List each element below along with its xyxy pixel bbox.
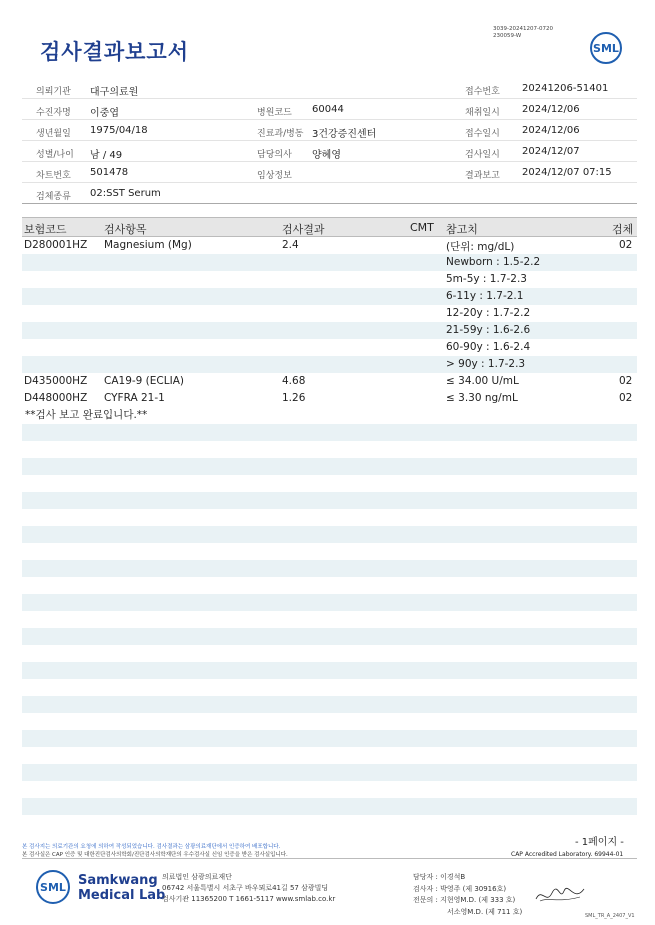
chart-value: 501478 <box>90 167 129 178</box>
receipt-no-label: 접수번호 <box>465 87 500 97</box>
report-date-value: 2024/12/07 07:15 <box>522 167 612 178</box>
cell-result: 2.4 <box>282 239 299 251</box>
cell-ref: 6-11y : 1.7-2.1 <box>446 290 524 302</box>
cell-result: 1.26 <box>282 392 306 404</box>
sex-age-value: 남 / 49 <box>90 150 123 161</box>
report-code <box>493 26 553 40</box>
cell-spec: 02 <box>619 392 633 404</box>
cell-ref: ≤ 3.30 ng/mL <box>446 392 518 404</box>
cell-ref: 5m-5y : 1.7-2.3 <box>446 273 527 285</box>
staff-line4: 서소영M.D. (제 711 호) <box>447 907 523 916</box>
row-stripe <box>22 798 637 815</box>
row-stripe <box>22 526 637 543</box>
dept-label: 진료과/병동 <box>257 129 304 139</box>
results-table-header <box>22 217 637 237</box>
table-row <box>22 322 637 339</box>
cap-accreditation: CAP Accredited Laboratory. 69944-01 <box>511 851 624 858</box>
info-row <box>22 163 637 183</box>
signature-image <box>534 883 586 907</box>
collect-date-value: 2024/12/06 <box>522 104 580 115</box>
table-row <box>22 373 637 390</box>
staff-line3: 전문의 : 지현영M.D. (제 333 호) <box>413 896 516 904</box>
report-code-line1: 3039-20241207-0720 <box>493 26 553 32</box>
row-stripe <box>22 424 637 441</box>
cell-item: CA19-9 (ECLIA) <box>104 375 184 387</box>
chart-label: 차트번호 <box>36 171 71 181</box>
dob-label: 생년월일 <box>36 129 71 139</box>
table-row <box>22 356 637 373</box>
cell-item: CYFRA 21-1 <box>104 392 165 404</box>
test-date-value: 2024/12/07 <box>522 146 580 157</box>
staff-block <box>413 872 522 918</box>
cell-ref: (단위: mg/dL) <box>446 241 515 253</box>
row-stripe <box>22 560 637 577</box>
col-item-header: 검사항목 <box>104 223 147 236</box>
col-result-header: 검사결과 <box>282 223 325 236</box>
cell-ref: ≤ 34.00 U/mL <box>446 375 519 387</box>
address-line3: 검사기관 11365200 T 1661-5117 www.smlab.co.kr <box>162 895 336 903</box>
report-title: 검사결과보고서 <box>40 40 190 64</box>
cell-ref: 21-59y : 1.6-2.6 <box>446 324 531 336</box>
receipt-no-value: 20241206-51401 <box>522 83 609 94</box>
info-row <box>22 184 637 204</box>
info-row <box>22 142 637 162</box>
cell-ref: 12-20y : 1.7-2.2 <box>446 307 531 319</box>
sml-logo: SML <box>590 32 622 64</box>
col-cmt-header: CMT <box>410 221 434 234</box>
client-label: 의뢰기관 <box>36 87 71 97</box>
receipt-date-label: 접수일시 <box>465 129 500 139</box>
completion-note-row <box>22 405 637 422</box>
cell-ref: 60-90y : 1.6-2.4 <box>446 341 531 353</box>
lab-address <box>162 872 335 905</box>
client-value: 대구의료원 <box>90 87 139 98</box>
table-row <box>22 254 637 271</box>
page-number: - 1페이지 - <box>575 837 624 848</box>
footer-note-2: 본 검사실은 CAP 인증 및 대한진단검사의학회/진단검사의학재단의 우수검사실 신임 인증을 받은 검사실입니다. <box>22 852 288 858</box>
form-code: SML_TR_A_2407_V1 <box>585 913 635 919</box>
cell-code: D280001HZ <box>24 239 88 251</box>
cell-code: D435000HZ <box>24 375 88 387</box>
sex-age-label: 성별/나이 <box>36 150 74 160</box>
cell-code: D448000HZ <box>24 392 88 404</box>
report-code-line2: 230059-W <box>493 33 522 39</box>
lab-name-line1: Samkwang <box>78 873 158 888</box>
cell-item: Magnesium (Mg) <box>104 239 192 251</box>
table-row <box>22 339 637 356</box>
table-row <box>22 305 637 322</box>
test-date-label: 검사일시 <box>465 150 500 160</box>
address-line1: 의료법인 삼광의료재단 <box>162 873 232 881</box>
info-row <box>22 121 637 141</box>
row-stripe <box>22 458 637 475</box>
patient-label: 수진자명 <box>36 108 71 118</box>
hospital-code-label: 병원코드 <box>257 108 292 118</box>
row-stripe <box>22 730 637 747</box>
completion-note: **검사 보고 완료입니다.** <box>25 409 148 421</box>
collect-date-label: 채취일시 <box>465 108 500 118</box>
col-code-header: 보험코드 <box>24 223 67 236</box>
address-line2: 06742 서울특별시 서초구 바우뫼로41길 57 삼광빌딩 <box>162 884 329 892</box>
col-ref-header: 참고치 <box>446 223 478 236</box>
dept-value: 3건강증진센터 <box>312 129 377 140</box>
cell-spec: 02 <box>619 239 633 251</box>
cell-ref: > 90y : 1.7-2.3 <box>446 358 526 370</box>
specimen-label: 검체종류 <box>36 192 71 202</box>
row-stripe <box>22 696 637 713</box>
dob-value: 1975/04/18 <box>90 125 148 136</box>
footer-note-1: 본 검사지는 의료기관의 요청에 의하여 작성되었습니다. 검사결과는 삼광의료재단에서 인증하여 배포합니다. <box>22 844 281 850</box>
table-row <box>22 237 637 254</box>
info-row <box>22 79 637 99</box>
patient-value: 이중엽 <box>90 108 119 119</box>
staff-line2: 검사자 : 박영주 (제 30916호) <box>413 884 507 893</box>
cell-spec: 02 <box>619 375 633 387</box>
doctor-value: 양혜영 <box>312 150 341 161</box>
report-date-label: 결과보고 <box>465 171 500 181</box>
doctor-label: 담당의사 <box>257 150 292 160</box>
cell-result: 4.68 <box>282 375 306 387</box>
info-row <box>22 100 637 120</box>
footer-divider <box>22 858 637 859</box>
row-stripe <box>22 594 637 611</box>
table-row <box>22 288 637 305</box>
cell-ref: Newborn : 1.5-2.2 <box>446 256 541 268</box>
receipt-date-value: 2024/12/06 <box>522 125 580 136</box>
row-stripe <box>22 764 637 781</box>
lab-name-line2: Medical Lab <box>78 888 166 903</box>
col-spec-header: 검체 <box>612 223 634 236</box>
sml-footer-logo: SML <box>36 870 70 904</box>
hospital-code-value: 60044 <box>312 104 344 115</box>
row-stripe <box>22 628 637 645</box>
lab-name <box>78 873 165 903</box>
row-stripe <box>22 662 637 679</box>
specimen-value: 02:SST Serum <box>90 188 161 199</box>
row-stripe <box>22 492 637 509</box>
clinical-label: 임상정보 <box>257 171 292 181</box>
staff-line1: 담당자 : 이경석B <box>413 873 466 881</box>
table-row <box>22 271 637 288</box>
